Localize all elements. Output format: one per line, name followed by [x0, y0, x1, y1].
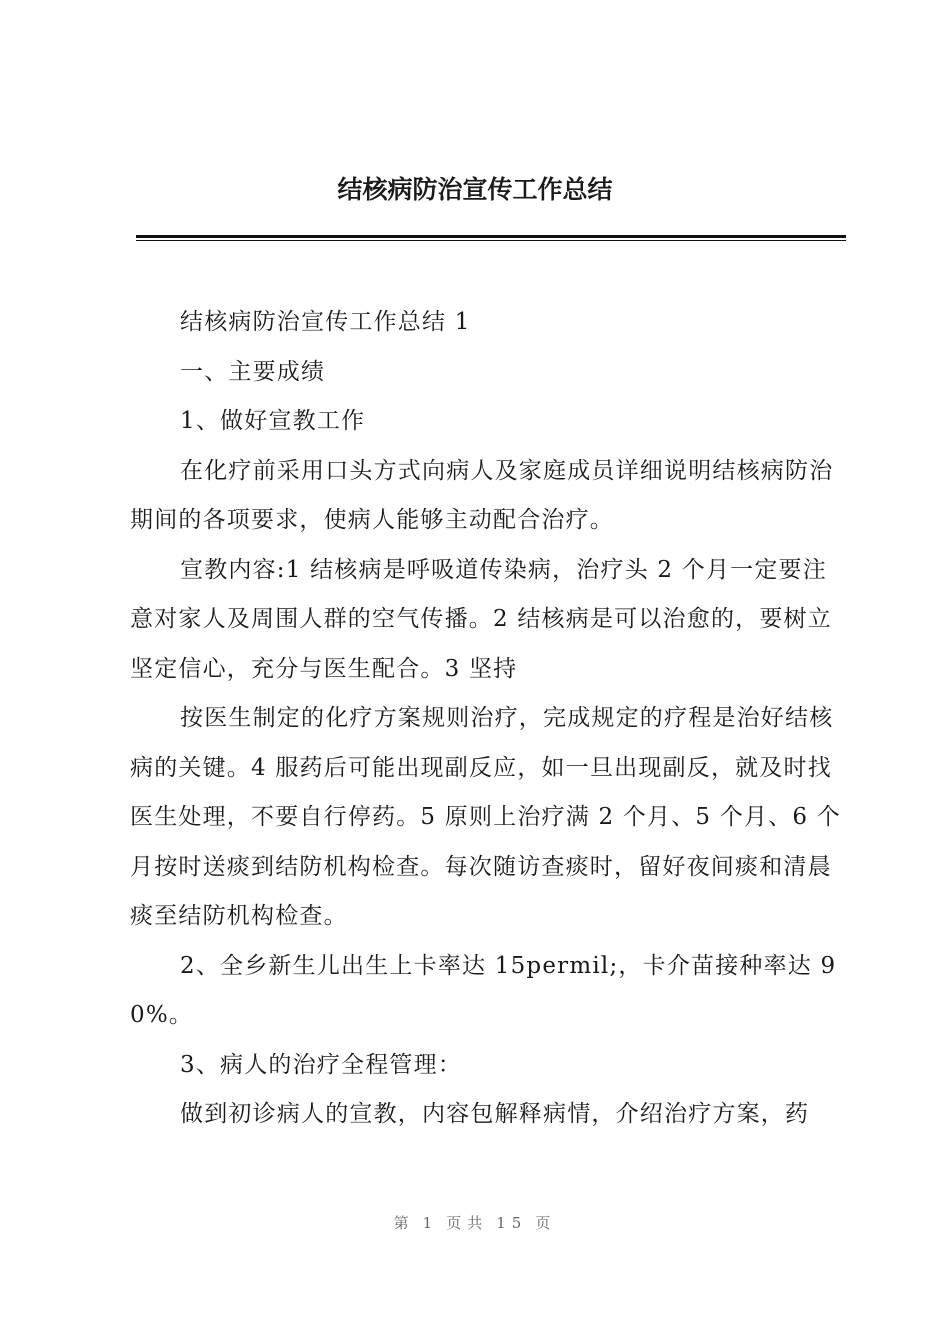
document-title: 结核病防治宣传工作总结: [337, 175, 613, 204]
footer-current-page: 1: [422, 1214, 439, 1232]
footer-suffix: 页: [535, 1214, 557, 1232]
document-body: [130, 298, 842, 1140]
footer-middle: 页共: [446, 1214, 489, 1232]
paragraph-heading-education: 1、做好宣教工作: [180, 408, 366, 434]
paragraph-section-title: 结核病防治宣传工作总结 1: [180, 309, 471, 335]
footer-prefix: 第: [393, 1214, 415, 1232]
footer-total-pages: 15: [496, 1214, 528, 1232]
paragraph: 做到初诊病人的宣教，内容包解释病情，介绍治疗方案，药: [180, 1101, 810, 1127]
title-rule-thick: [136, 235, 846, 238]
paragraph: 在化疗前采用口头方式向病人及家庭成员详细说明结核病防治期间的各项要求，使病人能够主动配合治疗。: [130, 457, 834, 533]
paragraph-heading-treatment: 3、病人的治疗全程管理：: [180, 1051, 463, 1078]
page-footer: [0, 1212, 950, 1233]
paragraph: 按医生制定的化疗方案规则治疗，完成规定的疗程是治好结核病的关键。4 服药后可能出现副反应，如一旦出现副反，就及时找医生处理，不要自行停药。5 原则上治疗满 2 个月、5 个月、6 个月按时送痰到结防机构检查。每次随访查痰时，留好夜间痰和清晨痰至结防机构检查。: [130, 705, 841, 929]
paragraph-heading-main-results: 一、主要成绩: [180, 358, 326, 385]
paragraph: 2、全乡新生儿出生上卡率达 15permil;，卡介苗接种率达 90%。: [130, 952, 837, 1028]
title-rule-thin: [136, 240, 846, 241]
paragraph: 宣教内容:1 结核病是呼吸道传染病，治疗头 2 个月一定要注意对家人及周围人群的空气传播。2 结核病是可以治愈的，要树立坚定信心，充分与医生配合。3 坚持: [130, 556, 832, 682]
